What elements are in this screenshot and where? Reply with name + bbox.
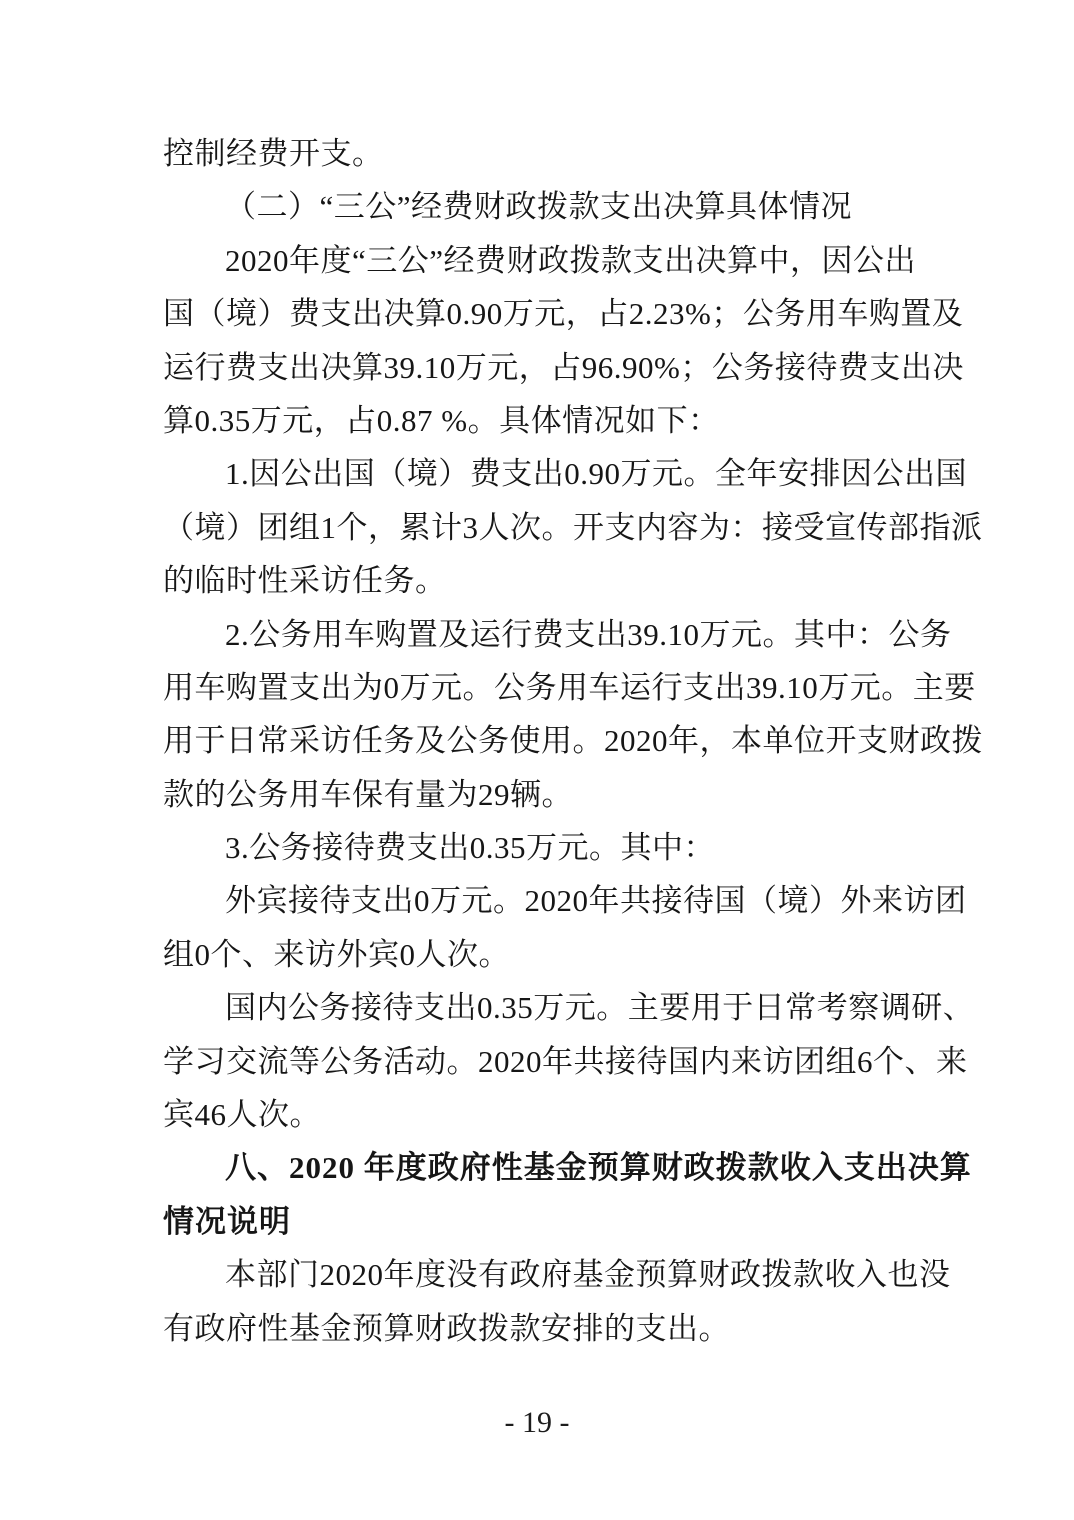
subsection-heading: （二）“三公”经费财政拨款支出决算具体情况 — [225, 189, 853, 225]
doc-line: 用于日常采访任务及公务使用。2020年，本单位开支财政拨 — [163, 723, 983, 759]
doc-line: 国（境）费支出决算0.90万元，占2.23%；公务用车购置及 — [163, 296, 964, 332]
doc-line: 学习交流等公务活动。2020年共接待国内来访团组6个、来 — [163, 1043, 968, 1079]
doc-line: 款的公务用车保有量为29辆。 — [163, 776, 573, 812]
doc-line: 本部门2020年度没有政府基金预算财政拨款收入也没 — [225, 1257, 951, 1293]
doc-line: 3.公务接待费支出0.35万元。其中： — [225, 830, 715, 866]
page-number: - 19 - — [504, 1406, 570, 1439]
doc-line: 用车购置支出为0万元。公务用车运行支出39.10万元。主要 — [163, 669, 976, 705]
doc-line: 宾46人次。 — [163, 1097, 321, 1133]
doc-line: 外宾接待支出0万元。2020年共接待国（境）外来访团 — [225, 883, 967, 919]
doc-line: 控制经费开支。 — [163, 136, 384, 171]
doc-line: 2020年度“三公”经费财政拨款支出决算中，因公出 — [225, 242, 917, 278]
doc-line: 2.公务用车购置及运行费支出39.10万元。其中：公务 — [225, 616, 952, 652]
doc-line: 有政府性基金预算财政拨款安排的支出。 — [163, 1310, 730, 1346]
doc-line: 组0个、来访外宾0人次。 — [163, 936, 510, 972]
doc-line: 的临时性采访任务。 — [163, 563, 447, 599]
doc-line: 1.因公出国（境）费支出0.90万元。全年安排因公出国 — [225, 456, 967, 492]
section-heading: 八、2020 年度政府性基金预算财政拨款收入支出决算 — [225, 1150, 972, 1186]
section-heading: 情况说明 — [163, 1203, 291, 1239]
document-body — [163, 127, 983, 1355]
doc-line: （境）团组1个，累计3人次。开支内容为：接受宣传部指派 — [163, 509, 983, 545]
doc-line: 算0.35万元，占0.87 %。具体情况如下： — [163, 402, 720, 438]
doc-line: 运行费支出决算39.10万元，占96.90%；公务接待费支出决 — [163, 349, 964, 385]
doc-line: 国内公务接待支出0.35万元。主要用于日常考察调研、 — [225, 990, 975, 1026]
